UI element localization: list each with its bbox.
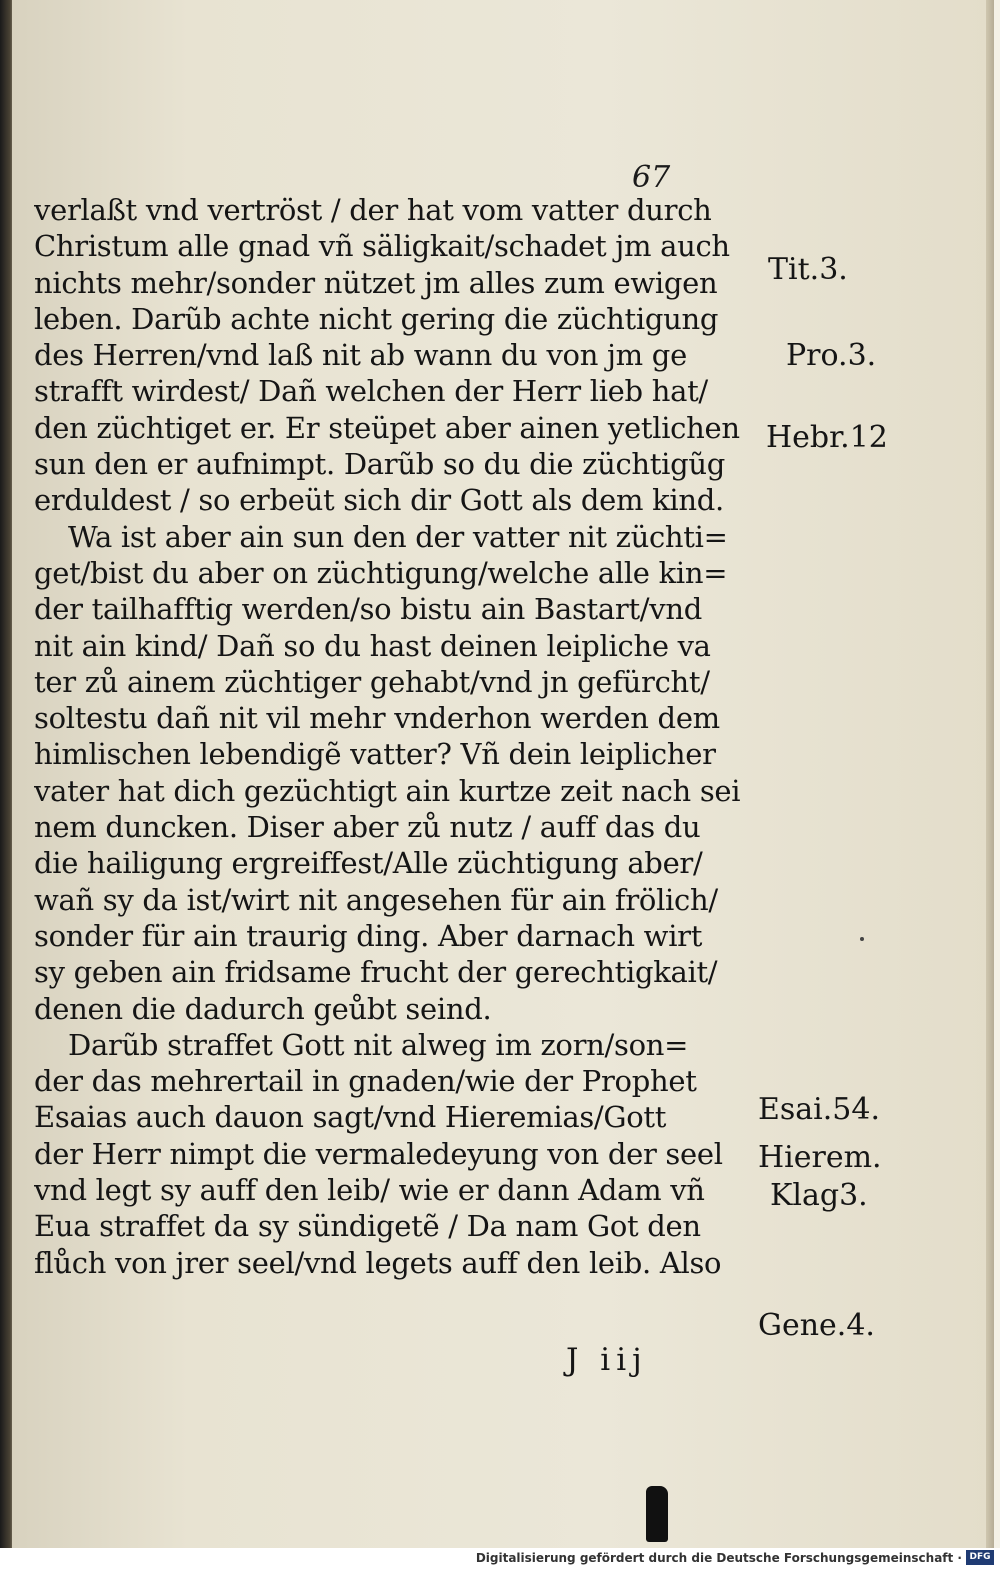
text-line: die hailigung ergreiffest/Alle züchtigung aber/ xyxy=(34,846,703,881)
text-line: soltestu dañ nit vil mehr vnderhon werden dem xyxy=(34,701,720,736)
text-line: get/bist du aber on züchtigung/welche alle kin= xyxy=(34,555,728,590)
text-line: sy geben ain fridsame frucht der gerechtigkait/ xyxy=(34,955,718,990)
text-line: nit ain kind/ Dañ so du hast deinen leipliche va xyxy=(34,628,711,663)
text-line: ter zů ainem züchtiger gehabt/vnd jn gefürcht/ xyxy=(34,664,710,699)
text-line: Darũb straffet Gott nit alweg im zorn/son= xyxy=(68,1027,689,1062)
signature-mark: J iij xyxy=(566,1342,648,1378)
ink-blot xyxy=(646,1486,668,1542)
text-line: der Herr nimpt die vermaledeyung von der seel xyxy=(34,1136,723,1171)
page-edge xyxy=(986,0,994,1548)
page-number: 67 xyxy=(632,160,671,195)
text-line: denen die dadurch geůbt seind. xyxy=(34,991,492,1026)
marginal-note: Hierem. xyxy=(758,1140,882,1175)
ink-speck xyxy=(860,937,864,941)
marginal-note: Tit.3. xyxy=(768,252,848,287)
marginal-note: Gene.4. xyxy=(758,1308,875,1343)
body-text xyxy=(34,192,746,1281)
funding-credit: Digitalisierung gefördert durch die Deutsche Forschungsgemeinschaft · xyxy=(475,1551,962,1565)
text-line: Esaias auch dauon sagt/vnd Hieremias/Gott xyxy=(34,1100,667,1135)
marginal-note: Hebr.12 xyxy=(766,420,888,455)
text-line: wañ sy da ist/wirt nit angesehen für ain frölich/ xyxy=(34,882,718,917)
text-line: nem duncken. Diser aber zů nutz / auff das du xyxy=(34,810,701,845)
text-line: nichts mehr/sonder nützet jm alles zum ewigen xyxy=(34,265,718,300)
text-line: Christum alle gnad vñ säligkait/schadet jm auch xyxy=(34,229,730,264)
text-line: erduldest / so erbeüt sich dir Gott als dem kind. xyxy=(34,483,724,518)
text-line: Wa ist aber ain sun den der vatter nit züchti= xyxy=(68,519,728,554)
marginal-note: Pro.3. xyxy=(786,338,877,373)
text-line: vater hat dich gezüchtigt ain kurtze zeit nach sei xyxy=(34,773,741,808)
marginal-note: Esai.54. xyxy=(758,1092,881,1127)
text-line: vnd legt sy auff den leib/ wie er dann Adam vñ xyxy=(34,1173,705,1208)
text-line: den züchtiget er. Er steüpet aber ainen yetlichen xyxy=(34,410,740,445)
text-line: Eua straffet da sy sündigetẽ / Da nam Got den xyxy=(34,1209,701,1244)
text-line: strafft wirdest/ Dañ welchen der Herr lieb hat/ xyxy=(34,374,708,409)
text-line: des Herren/vnd laß nit ab wann du von jm ge xyxy=(34,338,687,373)
text-line: flůch von jrer seel/vnd legets auff den leib. Also xyxy=(34,1245,722,1280)
dfg-logo: DFG xyxy=(966,1550,994,1565)
text-line: himlischen lebendigẽ vatter? Vñ dein leiplicher xyxy=(34,737,716,772)
text-line: der das mehrertail in gnaden/wie der Prophet xyxy=(34,1064,697,1099)
text-line: der tailhafftig werden/so bistu ain Bastart/vnd xyxy=(34,592,702,627)
text-line: sonder für ain traurig ding. Aber darnach wirt xyxy=(34,918,703,953)
text-line: sun den er aufnimpt. Darũb so du die züchtigũg xyxy=(34,447,726,482)
text-line: leben. Darũb achte nicht gering die züchtigung xyxy=(34,301,719,336)
text-line: verlaßt vnd vertröst / der hat vom vatter durch xyxy=(34,193,712,227)
marginal-note: Klag3. xyxy=(770,1178,868,1213)
